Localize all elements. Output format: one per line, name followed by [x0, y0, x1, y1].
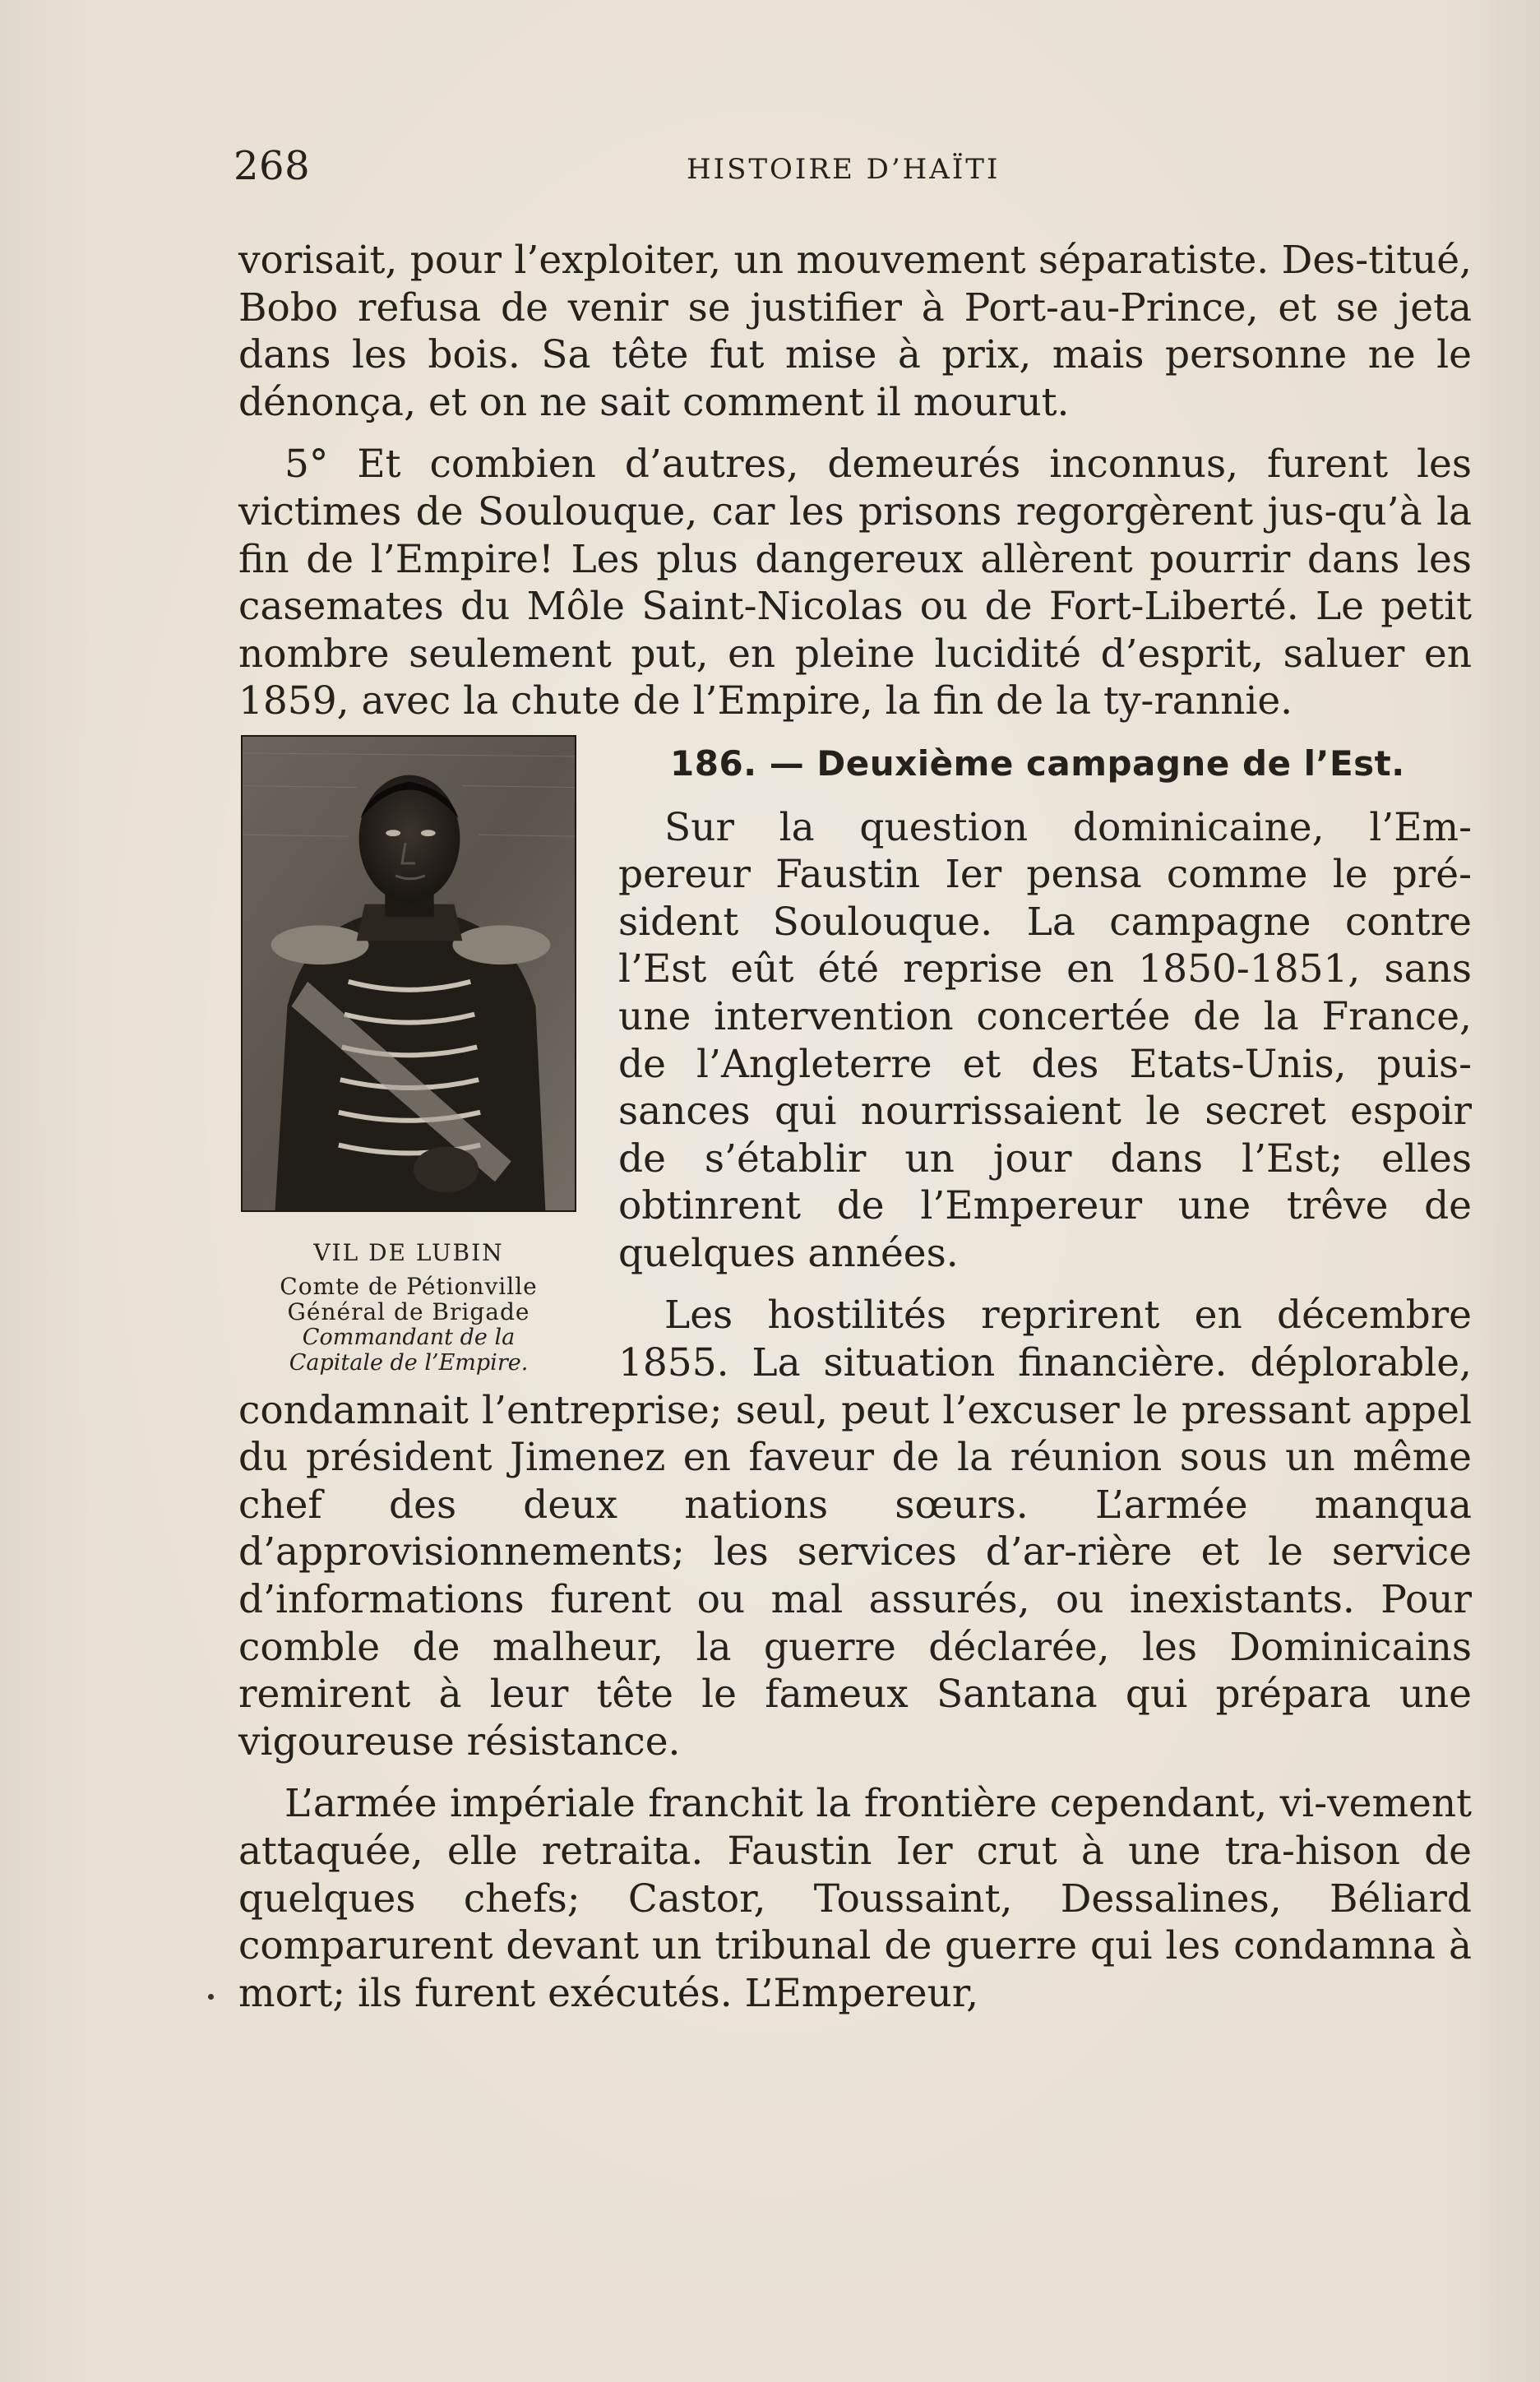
body-text	[238, 237, 1472, 2017]
paragraph-bobo: vorisait, pour l’exploiter, un mouvement séparatiste. Des-titué, Bobo refusa de venir se justifier à Port-au-Prince, et se jeta dans les bois. Sa tête fut mise à prix, mais personne ne le dénonça, et on ne sait comment il mourut.	[238, 238, 1472, 425]
portrait-engraving	[243, 737, 575, 1210]
page-number: 268	[234, 143, 311, 189]
caption-title-3: Commandant de la	[302, 1324, 516, 1350]
section-heading: 186. — Deuxième campagne de l’Est.	[670, 742, 1405, 784]
running-title: HISTOIRE D’HAÏTI	[687, 153, 1001, 186]
caption-title-2: Général de Brigade	[287, 1297, 530, 1325]
portrait-caption	[232, 1240, 585, 1376]
caption-title-1: Comte de Pétionville	[280, 1272, 538, 1300]
caption-name: VIL DE LUBIN	[313, 1238, 504, 1266]
caption-title-4: Capitale de l’Empire.	[289, 1349, 529, 1376]
paragraph-victims	[238, 441, 1472, 725]
paragraph-dominican: Sur la question dominicaine, l’Em-pereur Faustin Ier pensa comme le pré-sident Soulouque. La campagne contre l’Est eût été reprise en 1850-1851, sans une intervention concertée de la France, de l’Angleterre et des Etats-Unis, puis-sances qui nourrissaient le secret espoir de s’établir un jour dans l’Est; elles obtinrent de l’Empereur une trêve de quelques années.	[618, 804, 1472, 1276]
paragraph-army: L’armée impériale franchit la frontière cependant, vi-vement attaquée, elle retraita. Faustin Ier crut à une tra-hison de quelques chefs; Castor, Toussaint, Dessalines, Béliard comparurent devant un tribunal de guerre qui les condamna à mort; ils furent exécutés. L’Empereur,	[238, 1781, 1472, 2016]
margin-mark	[208, 1994, 214, 2000]
portrait-image	[241, 735, 576, 1212]
book-page	[234, 140, 1472, 2319]
portrait-figure	[232, 735, 585, 1376]
paragraph-victims-text: 5° Et combien d’autres, demeurés inconnus, furent les victimes de Soulouque, car les prisons regorgèrent jus-qu’à la fin de l’Empire! Les plus dangereux allèrent pourrir dans les casemates du Môle Saint-Nicolas ou de Fort-Liberté. Le petit nombre seulement put, en pleine lucidité d’esprit, saluer en 1859, avec la chute de l’Empire, la fin de la ty-rannie.	[238, 442, 1472, 724]
page-header	[234, 140, 1472, 197]
paragraph-hostilities: Les hostilités reprirent en décembre 1855. La situation financière. déplorable, condamnait l’entreprise; seul, peut l’excuser le pressant appel du président Jimenez en faveur de la réunion sous un même chef des deux nations sœurs. L’armée manqua d’approvisionnements; les services d’ar-rière et le service d’informations furent ou mal assurés, ou inexistants. Pour comble de malheur, la guerre déclarée, les Dominicains remirent à leur tête le fameux Santana qui prépara une vigoureuse résistance.	[238, 1293, 1472, 1765]
